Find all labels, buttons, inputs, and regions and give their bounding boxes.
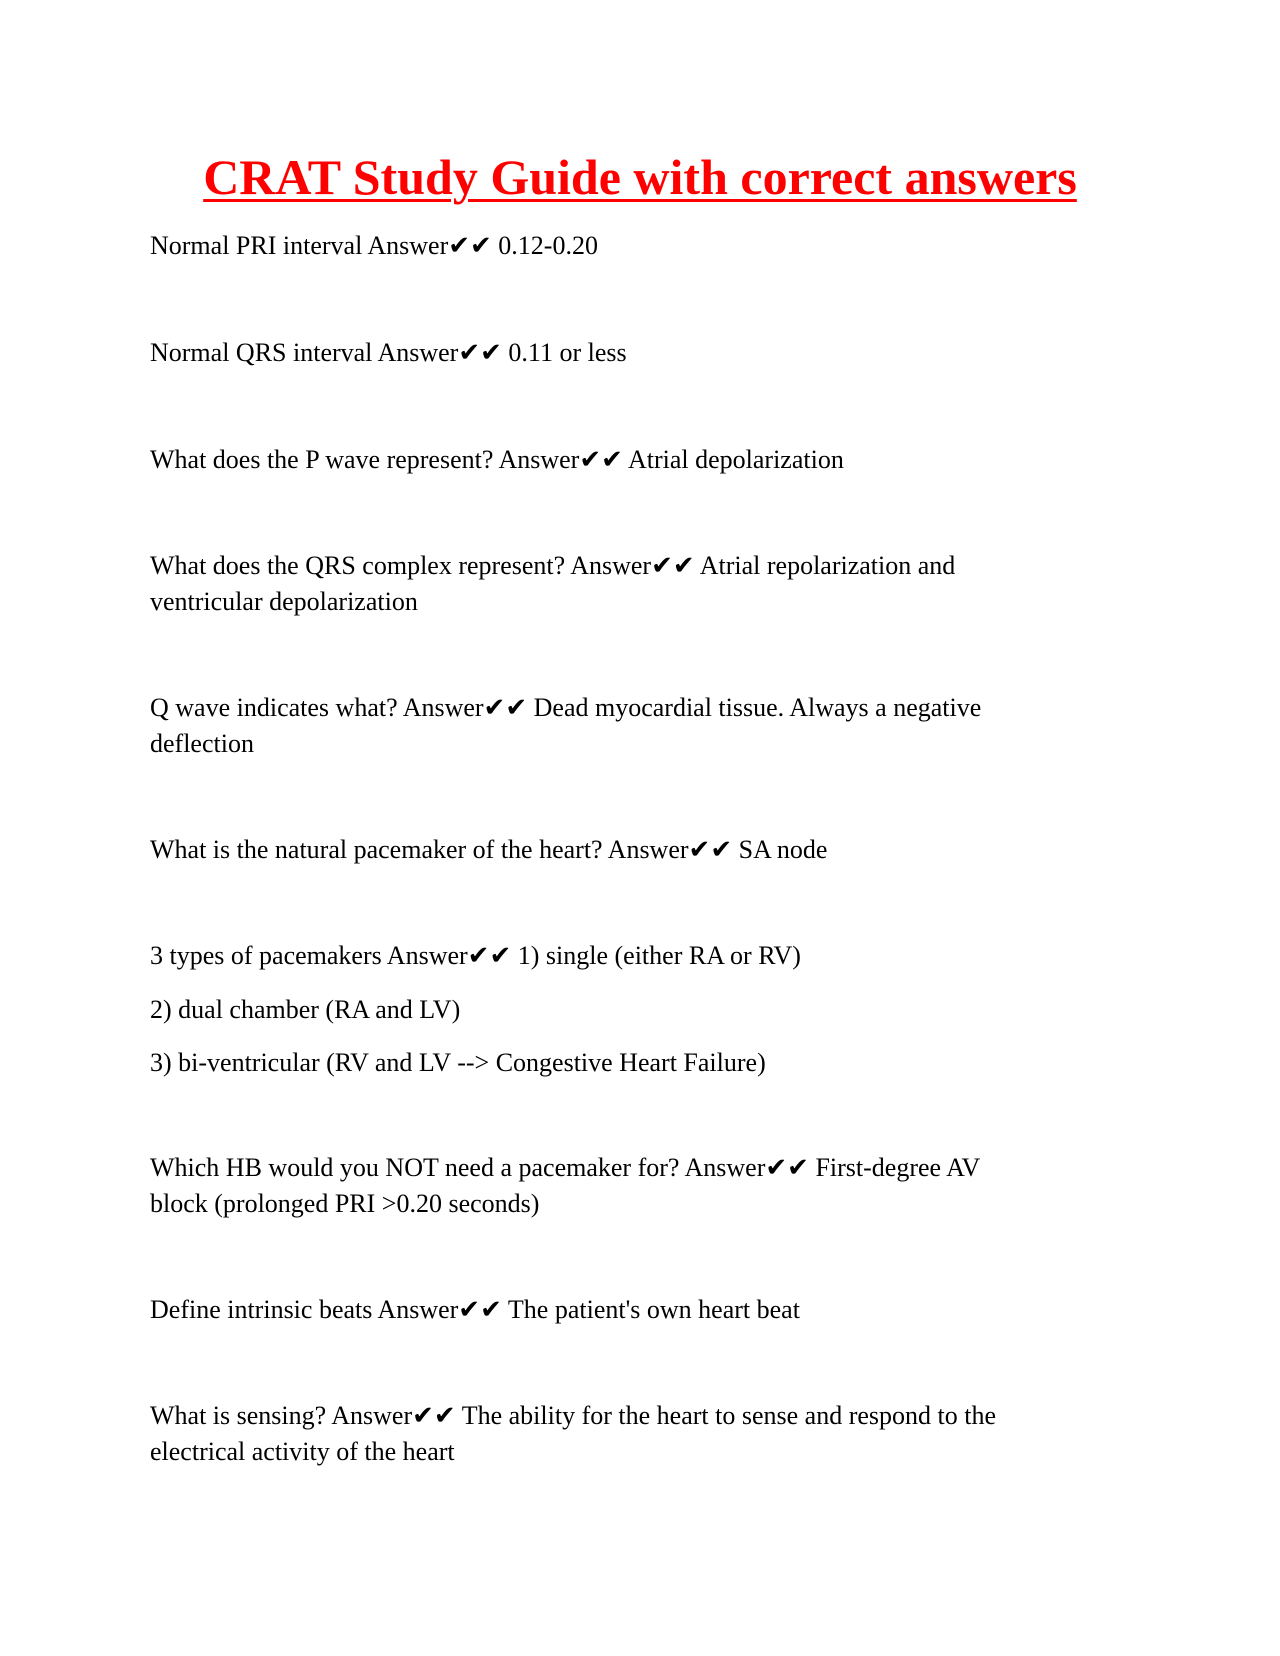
qa-p-wave: What does the P wave represent? Answer✔✔ Atrial depolarization bbox=[150, 445, 844, 474]
qa-heart-block-cont: block (prolonged PRI >0.20 seconds) bbox=[150, 1189, 540, 1218]
qa-pri-interval: Normal PRI interval Answer✔✔ 0.12-0.20 bbox=[150, 231, 598, 260]
qa-q-wave-cont: deflection bbox=[150, 729, 254, 758]
qa-pacemaker-types-3: 3) bi-ventricular (RV and LV --> Congestive Heart Failure) bbox=[150, 1048, 766, 1077]
qa-pacemaker-types-2: 2) dual chamber (RA and LV) bbox=[150, 995, 461, 1024]
qa-sensing: What is sensing? Answer✔✔ The ability for the heart to sense and respond to the bbox=[150, 1401, 997, 1430]
qa-q-wave: Q wave indicates what? Answer✔✔ Dead myocardial tissue. Always a negative bbox=[150, 693, 982, 722]
qa-natural-pacemaker: What is the natural pacemaker of the heart? Answer✔✔ SA node bbox=[150, 835, 828, 864]
qa-qrs-complex: What does the QRS complex represent? Answer✔✔ Atrial repolarization and bbox=[150, 551, 956, 580]
qa-heart-block: Which HB would you NOT need a pacemaker for? Answer✔✔ First-degree AV bbox=[150, 1153, 981, 1182]
qa-pacemaker-types: 3 types of pacemakers Answer✔✔ 1) single (either RA or RV) bbox=[150, 941, 801, 970]
page-title: CRAT Study Guide with correct answers bbox=[203, 149, 1077, 205]
qa-qrs-interval: Normal QRS interval Answer✔✔ 0.11 or less bbox=[150, 338, 627, 367]
qa-intrinsic-beats: Define intrinsic beats Answer✔✔ The patient's own heart beat bbox=[150, 1295, 800, 1324]
qa-qrs-complex-cont: ventricular depolarization bbox=[150, 587, 418, 616]
qa-sensing-cont: electrical activity of the heart bbox=[150, 1437, 455, 1466]
